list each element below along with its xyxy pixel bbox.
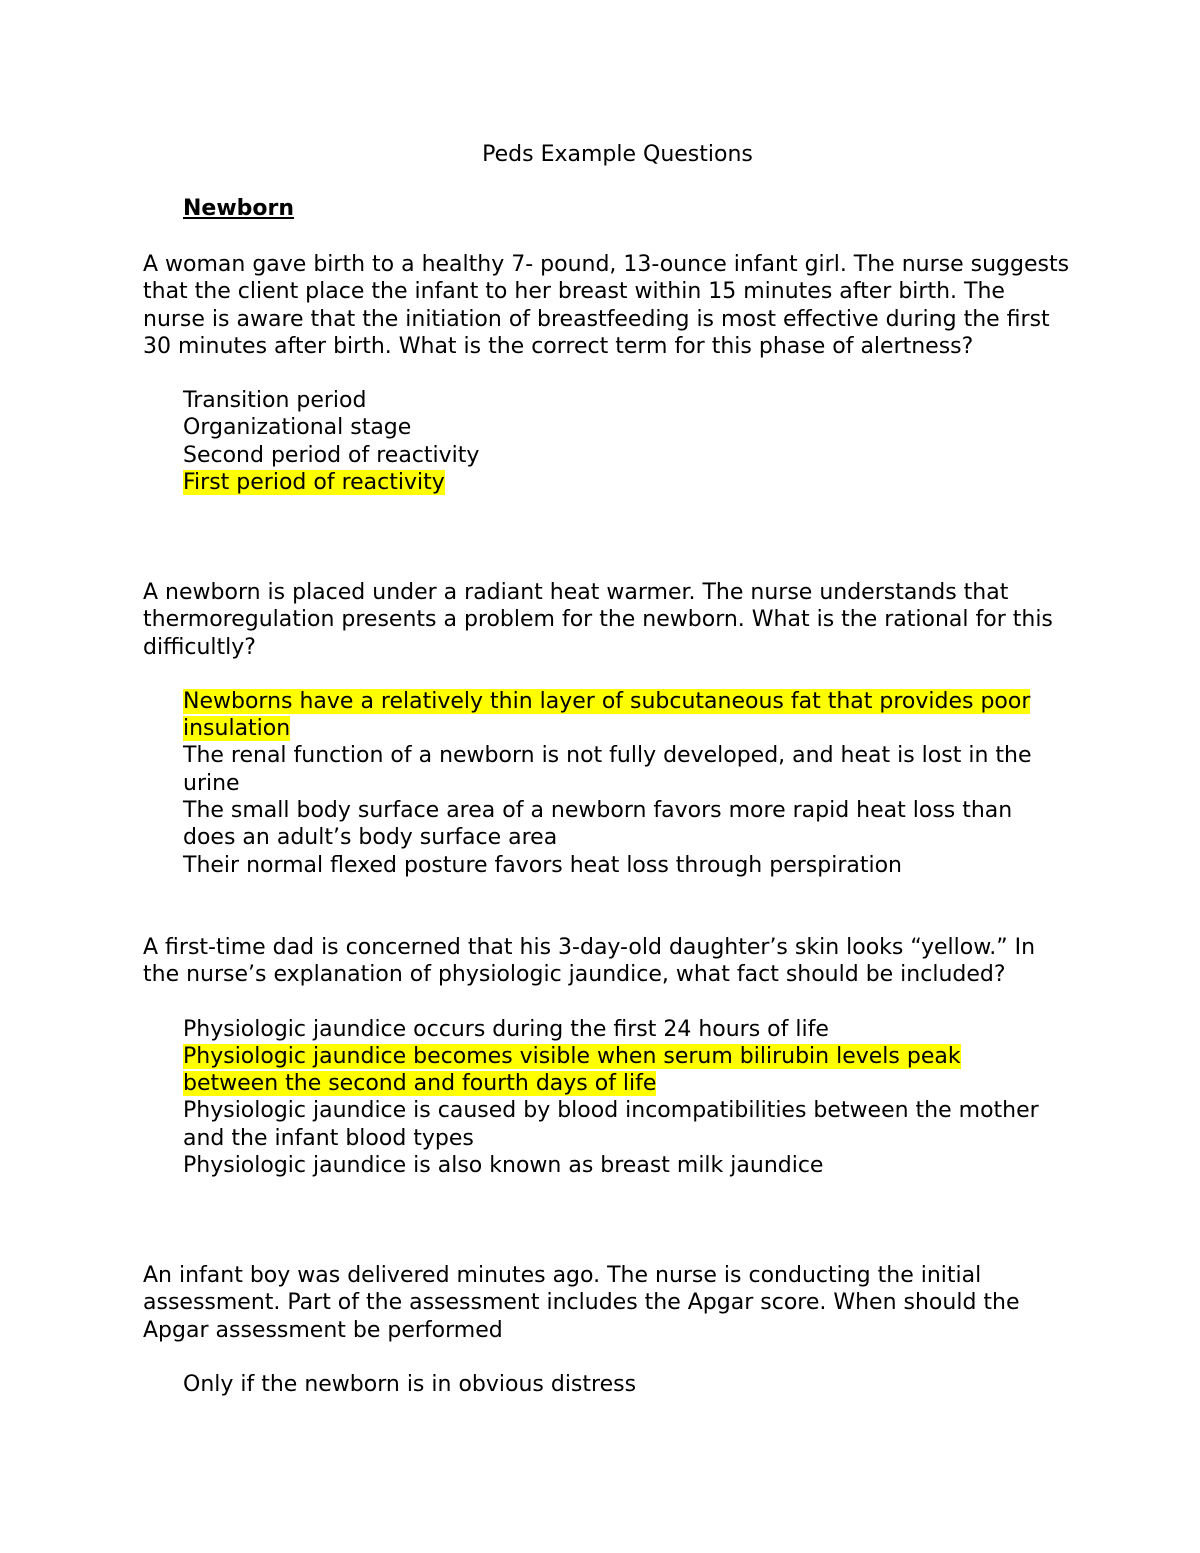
question-3	[143, 934, 1073, 1179]
answer-option: Physiologic jaundice occurs during the first 24 hours of life	[183, 1016, 829, 1042]
answer-option: The renal function of a newborn is not fully developed, and heat is lost in the urine	[183, 743, 1032, 796]
answer-option: Only if the newborn is in obvious distress	[183, 1371, 637, 1397]
answer-option-highlighted: Physiologic jaundice becomes visible when serum bilirubin levels peak between the second and fourth days of life	[183, 1043, 961, 1097]
answer-option: Second period of reactivity	[183, 442, 480, 468]
answer-option: Organizational stage	[183, 415, 412, 441]
answer-options	[183, 1371, 1053, 1398]
question-1	[143, 251, 1073, 496]
question-stem: A woman gave birth to a healthy 7- pound, 13-ounce infant girl. The nurse suggests that the client place the infant to her breast within 15 minutes after birth. The nurse is aware that the initiation of breastfeeding is most effective during the first 30 minutes after birth. What is the correct term for this phase of alertness?	[143, 252, 1070, 359]
answer-option-highlighted: First period of reactivity	[183, 470, 445, 496]
answer-options	[183, 387, 1053, 496]
question-4	[143, 1262, 1073, 1398]
answer-options	[183, 688, 1053, 879]
section-heading-newborn: Newborn	[183, 196, 295, 221]
question-2	[143, 579, 1073, 879]
question-stem: An infant boy was delivered minutes ago. The nurse is conducting the initial assessment. Part of the assessment includes the Apgar score. When should the Apgar assessment be performed	[143, 1263, 1020, 1343]
answer-option: Physiologic jaundice is caused by blood incompatibilities between the mother and the infant blood types	[183, 1098, 1039, 1151]
answer-option: Their normal flexed posture favors heat loss through perspiration	[183, 852, 902, 878]
answer-option: Physiologic jaundice is also known as breast milk jaundice	[183, 1153, 824, 1179]
answer-option: Transition period	[183, 388, 367, 414]
question-stem: A newborn is placed under a radiant heat warmer. The nurse understands that thermoregulation presents a problem for the newborn. What is the rational for this difficultly?	[143, 580, 1053, 660]
answer-option-highlighted: Newborns have a relatively thin layer of subcutaneous fat that provides poor insulation	[183, 688, 1031, 742]
question-stem: A first-time dad is concerned that his 3-day-old daughter’s skin looks “yellow.” In the nurse’s explanation of physiologic jaundice, what fact should be included?	[143, 935, 1036, 988]
answer-options	[183, 1016, 1053, 1180]
answer-option: The small body surface area of a newborn favors more rapid heat loss than does an adult’s body surface area	[183, 798, 1013, 851]
document-title: Peds Example Questions	[482, 142, 753, 167]
